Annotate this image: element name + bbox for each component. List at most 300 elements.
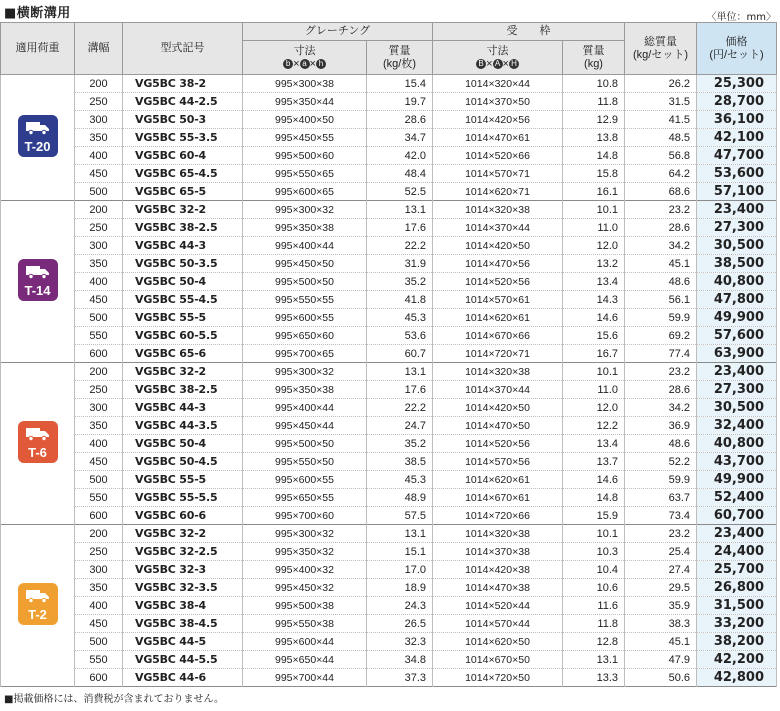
table-row bbox=[1, 435, 777, 453]
frame-dim-cell: 1014×520×44 bbox=[433, 597, 563, 615]
width-cell: 550 bbox=[75, 651, 123, 669]
width-cell: 300 bbox=[75, 111, 123, 129]
grating-dim-cell: 995×700×65 bbox=[243, 345, 367, 363]
dimension-symbol: H bbox=[509, 59, 519, 69]
frame-mass-cell: 14.8 bbox=[563, 147, 625, 165]
load-class-label: T-14 bbox=[24, 283, 51, 298]
load-class-cell bbox=[1, 201, 75, 363]
frame-mass-cell: 13.3 bbox=[563, 669, 625, 687]
grating-dim-cell: 995×600×55 bbox=[243, 309, 367, 327]
grating-mass-cell: 37.3 bbox=[367, 669, 433, 687]
price-cell: 47,700 bbox=[697, 147, 777, 165]
grating-dim-cell: 995×600×55 bbox=[243, 471, 367, 489]
width-cell: 600 bbox=[75, 507, 123, 525]
price-cell: 60,700 bbox=[697, 507, 777, 525]
grating-dim-cell: 995×650×60 bbox=[243, 327, 367, 345]
width-cell: 550 bbox=[75, 489, 123, 507]
frame-dim-cell: 1014×570×61 bbox=[433, 291, 563, 309]
times-sign: × bbox=[309, 57, 316, 70]
frame-dim-cell: 1014×320×38 bbox=[433, 201, 563, 219]
model-cell: VG5BC 65-5 bbox=[123, 183, 243, 201]
price-cell: 42,100 bbox=[697, 129, 777, 147]
price-cell: 40,800 bbox=[697, 273, 777, 291]
load-class-cell bbox=[1, 363, 75, 525]
total-mass-cell: 34.2 bbox=[625, 237, 697, 255]
total-mass-cell: 35.9 bbox=[625, 597, 697, 615]
frame-mass-cell: 11.0 bbox=[563, 219, 625, 237]
width-cell: 500 bbox=[75, 309, 123, 327]
table-row bbox=[1, 489, 777, 507]
frame-dim-cell: 1014×720×66 bbox=[433, 507, 563, 525]
price-cell: 42,800 bbox=[697, 669, 777, 687]
total-mass-cell: 23.2 bbox=[625, 201, 697, 219]
header-load: 適用荷重 bbox=[1, 23, 75, 75]
table-row bbox=[1, 363, 777, 381]
grating-mass-cell: 13.1 bbox=[367, 201, 433, 219]
frame-dim-code bbox=[476, 58, 519, 70]
table-row bbox=[1, 183, 777, 201]
grating-dim-cell: 995×700×44 bbox=[243, 669, 367, 687]
model-cell: VG5BC 55-5 bbox=[123, 309, 243, 327]
frame-dim-cell: 1014×470×61 bbox=[433, 129, 563, 147]
grating-mass-cell: 13.1 bbox=[367, 363, 433, 381]
grating-dim-cell: 995×700×60 bbox=[243, 507, 367, 525]
price-cell: 23,400 bbox=[697, 363, 777, 381]
model-cell: VG5BC 60-4 bbox=[123, 147, 243, 165]
frame-mass-cell: 13.4 bbox=[563, 435, 625, 453]
width-cell: 350 bbox=[75, 417, 123, 435]
frame-dim-cell: 1014×670×66 bbox=[433, 327, 563, 345]
total-mass-cell: 45.1 bbox=[625, 255, 697, 273]
grating-dim-cell: 995×650×44 bbox=[243, 651, 367, 669]
frame-mass-cell: 11.0 bbox=[563, 381, 625, 399]
grating-dim-cell: 995×500×60 bbox=[243, 147, 367, 165]
model-cell: VG5BC 50-3 bbox=[123, 111, 243, 129]
table-row bbox=[1, 417, 777, 435]
frame-mass-cell: 11.8 bbox=[563, 93, 625, 111]
width-cell: 500 bbox=[75, 471, 123, 489]
price-cell: 53,600 bbox=[697, 165, 777, 183]
grating-mass-cell: 34.7 bbox=[367, 129, 433, 147]
frame-mass-cell: 11.8 bbox=[563, 615, 625, 633]
price-cell: 25,700 bbox=[697, 561, 777, 579]
price-cell: 30,500 bbox=[697, 399, 777, 417]
frame-mass-cell: 12.8 bbox=[563, 633, 625, 651]
grating-mass-cell: 34.8 bbox=[367, 651, 433, 669]
table-row bbox=[1, 669, 777, 687]
grating-mass-cell: 24.3 bbox=[367, 597, 433, 615]
grating-mass-cell: 18.9 bbox=[367, 579, 433, 597]
total-mass-cell: 28.6 bbox=[625, 381, 697, 399]
total-mass-cell: 29.5 bbox=[625, 579, 697, 597]
table-row bbox=[1, 75, 777, 93]
total-mass-cell: 77.4 bbox=[625, 345, 697, 363]
table-row bbox=[1, 255, 777, 273]
table-row bbox=[1, 309, 777, 327]
width-cell: 250 bbox=[75, 93, 123, 111]
frame-dim-cell: 1014×370×38 bbox=[433, 543, 563, 561]
price-cell: 31,500 bbox=[697, 597, 777, 615]
total-mass-cell: 27.4 bbox=[625, 561, 697, 579]
grating-dim-cell: 995×550×55 bbox=[243, 291, 367, 309]
grating-dim-cell: 995×500×50 bbox=[243, 273, 367, 291]
model-cell: VG5BC 50-3.5 bbox=[123, 255, 243, 273]
model-cell: VG5BC 50-4 bbox=[123, 435, 243, 453]
table-row bbox=[1, 111, 777, 129]
table-row bbox=[1, 597, 777, 615]
grating-mass-cell: 28.6 bbox=[367, 111, 433, 129]
frame-dim-cell: 1014×720×71 bbox=[433, 345, 563, 363]
header-frame-dim: 寸法 B × A × H bbox=[433, 41, 563, 75]
frame-dim-cell: 1014×670×50 bbox=[433, 651, 563, 669]
frame-mass-cell: 15.6 bbox=[563, 327, 625, 345]
header-model: 型式記号 bbox=[123, 23, 243, 75]
grating-mass-cell: 13.1 bbox=[367, 525, 433, 543]
frame-mass-cell: 13.1 bbox=[563, 651, 625, 669]
grating-mass-cell: 52.5 bbox=[367, 183, 433, 201]
grating-dim-cell: 995×500×38 bbox=[243, 597, 367, 615]
load-class-label: T-2 bbox=[28, 607, 47, 622]
total-mass-cell: 41.5 bbox=[625, 111, 697, 129]
width-cell: 350 bbox=[75, 129, 123, 147]
model-cell: VG5BC 44-2.5 bbox=[123, 93, 243, 111]
price-cell: 24,400 bbox=[697, 543, 777, 561]
model-cell: VG5BC 32-2 bbox=[123, 363, 243, 381]
truck-icon bbox=[26, 589, 50, 603]
load-badge bbox=[18, 583, 58, 625]
model-cell: VG5BC 32-2.5 bbox=[123, 543, 243, 561]
section-title: ■横断溝用 bbox=[4, 6, 71, 21]
total-mass-cell: 52.2 bbox=[625, 453, 697, 471]
frame-mass-cell: 12.0 bbox=[563, 399, 625, 417]
table-row bbox=[1, 633, 777, 651]
dimension-symbol: b bbox=[283, 59, 293, 69]
total-mass-cell: 25.4 bbox=[625, 543, 697, 561]
times-sign: × bbox=[293, 57, 300, 70]
table-row bbox=[1, 615, 777, 633]
header-grating-dim: 寸法 b × a × h bbox=[243, 41, 367, 75]
frame-dim-cell: 1014×320×38 bbox=[433, 363, 563, 381]
grating-mass-cell: 15.1 bbox=[367, 543, 433, 561]
model-cell: VG5BC 44-3.5 bbox=[123, 417, 243, 435]
spec-table bbox=[0, 22, 777, 687]
frame-dim-cell: 1014×520×66 bbox=[433, 147, 563, 165]
frame-dim-cell: 1014×370×44 bbox=[433, 219, 563, 237]
width-cell: 500 bbox=[75, 633, 123, 651]
table-row bbox=[1, 291, 777, 309]
grating-mass-cell: 24.7 bbox=[367, 417, 433, 435]
model-cell: VG5BC 55-5.5 bbox=[123, 489, 243, 507]
width-cell: 450 bbox=[75, 453, 123, 471]
total-mass-cell: 50.6 bbox=[625, 669, 697, 687]
table-row bbox=[1, 399, 777, 417]
grating-dim-cell: 995×300×32 bbox=[243, 525, 367, 543]
truck-icon bbox=[26, 265, 50, 279]
grating-mass-cell: 31.9 bbox=[367, 255, 433, 273]
model-cell: VG5BC 65-6 bbox=[123, 345, 243, 363]
grating-dim-cell: 995×350×32 bbox=[243, 543, 367, 561]
header-frame-mass: 質量 (kg) bbox=[563, 41, 625, 75]
width-cell: 300 bbox=[75, 237, 123, 255]
price-cell: 49,900 bbox=[697, 309, 777, 327]
table-row bbox=[1, 381, 777, 399]
grating-dim-cell: 995×600×44 bbox=[243, 633, 367, 651]
load-badge bbox=[18, 115, 58, 157]
frame-dim-cell: 1014×420×50 bbox=[433, 399, 563, 417]
header-width: 溝幅 bbox=[75, 23, 123, 75]
total-mass-cell: 63.7 bbox=[625, 489, 697, 507]
price-cell: 23,400 bbox=[697, 201, 777, 219]
model-cell: VG5BC 55-5 bbox=[123, 471, 243, 489]
grating-mass-cell: 15.4 bbox=[367, 75, 433, 93]
frame-dim-cell: 1014×370×50 bbox=[433, 93, 563, 111]
width-cell: 350 bbox=[75, 579, 123, 597]
grating-mass-cell: 22.2 bbox=[367, 237, 433, 255]
price-cell: 57,600 bbox=[697, 327, 777, 345]
header-grating: グレーチング bbox=[243, 23, 433, 41]
grating-mass-cell: 53.6 bbox=[367, 327, 433, 345]
load-badge bbox=[18, 259, 58, 301]
frame-mass-cell: 10.3 bbox=[563, 543, 625, 561]
frame-mass-cell: 10.6 bbox=[563, 579, 625, 597]
frame-mass-cell: 14.6 bbox=[563, 471, 625, 489]
frame-dim-cell: 1014×420×38 bbox=[433, 561, 563, 579]
width-cell: 400 bbox=[75, 147, 123, 165]
dimension-symbol: A bbox=[493, 59, 503, 69]
price-cell: 33,200 bbox=[697, 615, 777, 633]
frame-mass-cell: 12.0 bbox=[563, 237, 625, 255]
grating-mass-cell: 60.7 bbox=[367, 345, 433, 363]
table-body bbox=[1, 75, 777, 687]
grating-mass-cell: 22.2 bbox=[367, 399, 433, 417]
model-cell: VG5BC 32-2 bbox=[123, 525, 243, 543]
dimension-symbol: B bbox=[476, 59, 486, 69]
model-cell: VG5BC 38-2 bbox=[123, 75, 243, 93]
width-cell: 500 bbox=[75, 183, 123, 201]
grating-dim-cell: 995×600×65 bbox=[243, 183, 367, 201]
model-cell: VG5BC 38-2.5 bbox=[123, 381, 243, 399]
grating-mass-cell: 35.2 bbox=[367, 435, 433, 453]
price-cell: 38,500 bbox=[697, 255, 777, 273]
grating-dim-cell: 995×400×44 bbox=[243, 237, 367, 255]
total-mass-cell: 38.3 bbox=[625, 615, 697, 633]
table-row bbox=[1, 237, 777, 255]
grating-dim-cell: 995×350×38 bbox=[243, 219, 367, 237]
total-mass-cell: 73.4 bbox=[625, 507, 697, 525]
frame-dim-cell: 1014×570×44 bbox=[433, 615, 563, 633]
table-row bbox=[1, 471, 777, 489]
grating-dim-cell: 995×450×55 bbox=[243, 129, 367, 147]
load-class-label: T-20 bbox=[24, 139, 51, 154]
grating-mass-cell: 17.0 bbox=[367, 561, 433, 579]
total-mass-cell: 31.5 bbox=[625, 93, 697, 111]
grating-mass-cell: 57.5 bbox=[367, 507, 433, 525]
price-cell: 27,300 bbox=[697, 219, 777, 237]
model-cell: VG5BC 32-3.5 bbox=[123, 579, 243, 597]
frame-dim-cell: 1014×470×50 bbox=[433, 417, 563, 435]
width-cell: 450 bbox=[75, 615, 123, 633]
footnote: ■掲載価格には、消費税が含まれておりません。 bbox=[4, 694, 225, 705]
width-cell: 600 bbox=[75, 345, 123, 363]
grating-mass-cell: 19.7 bbox=[367, 93, 433, 111]
model-cell: VG5BC 38-2.5 bbox=[123, 219, 243, 237]
header-total-mass: 総質量 (kg/セット) bbox=[625, 23, 697, 75]
grating-dim-cell: 995×550×65 bbox=[243, 165, 367, 183]
frame-mass-cell: 14.8 bbox=[563, 489, 625, 507]
table-row bbox=[1, 579, 777, 597]
width-cell: 200 bbox=[75, 201, 123, 219]
frame-dim-cell: 1014×570×71 bbox=[433, 165, 563, 183]
grating-dim-cell: 995×450×32 bbox=[243, 579, 367, 597]
grating-dim-cell: 995×400×44 bbox=[243, 399, 367, 417]
total-mass-cell: 45.1 bbox=[625, 633, 697, 651]
frame-dim-cell: 1014×420×56 bbox=[433, 111, 563, 129]
table-row bbox=[1, 129, 777, 147]
model-cell: VG5BC 38-4.5 bbox=[123, 615, 243, 633]
total-mass-cell: 56.1 bbox=[625, 291, 697, 309]
width-cell: 350 bbox=[75, 255, 123, 273]
price-cell: 40,800 bbox=[697, 435, 777, 453]
grating-mass-cell: 41.8 bbox=[367, 291, 433, 309]
header-frame: 受 枠 bbox=[433, 23, 625, 41]
table-row bbox=[1, 327, 777, 345]
grating-mass-cell: 38.5 bbox=[367, 453, 433, 471]
grating-dim-cell: 995×300×32 bbox=[243, 363, 367, 381]
width-cell: 550 bbox=[75, 327, 123, 345]
total-mass-cell: 23.2 bbox=[625, 525, 697, 543]
truck-icon bbox=[26, 121, 50, 135]
width-cell: 400 bbox=[75, 273, 123, 291]
model-cell: VG5BC 55-4.5 bbox=[123, 291, 243, 309]
price-cell: 30,500 bbox=[697, 237, 777, 255]
model-cell: VG5BC 55-3.5 bbox=[123, 129, 243, 147]
table-row bbox=[1, 453, 777, 471]
dimension-symbol: a bbox=[300, 59, 310, 69]
frame-dim-cell: 1014×570×56 bbox=[433, 453, 563, 471]
load-badge bbox=[18, 421, 58, 463]
total-mass-cell: 48.6 bbox=[625, 435, 697, 453]
header-grating-mass: 質量 (kg/枚) bbox=[367, 41, 433, 75]
model-cell: VG5BC 44-3 bbox=[123, 237, 243, 255]
grating-dim-cell: 995×550×50 bbox=[243, 453, 367, 471]
width-cell: 200 bbox=[75, 75, 123, 93]
model-cell: VG5BC 60-6 bbox=[123, 507, 243, 525]
grating-dim-cell: 995×400×50 bbox=[243, 111, 367, 129]
total-mass-cell: 23.2 bbox=[625, 363, 697, 381]
total-mass-cell: 59.9 bbox=[625, 309, 697, 327]
grating-mass-cell: 26.5 bbox=[367, 615, 433, 633]
table-row bbox=[1, 561, 777, 579]
table-row bbox=[1, 525, 777, 543]
grating-mass-cell: 48.4 bbox=[367, 165, 433, 183]
table-row bbox=[1, 507, 777, 525]
frame-dim-cell: 1014×620×71 bbox=[433, 183, 563, 201]
load-class-cell bbox=[1, 525, 75, 687]
price-cell: 42,200 bbox=[697, 651, 777, 669]
frame-mass-cell: 11.6 bbox=[563, 597, 625, 615]
width-cell: 250 bbox=[75, 381, 123, 399]
grating-mass-cell: 17.6 bbox=[367, 219, 433, 237]
table-row bbox=[1, 651, 777, 669]
frame-mass-cell: 16.7 bbox=[563, 345, 625, 363]
model-cell: VG5BC 32-2 bbox=[123, 201, 243, 219]
unit-note: 〈単位：mm〉 bbox=[706, 12, 776, 23]
total-mass-cell: 48.6 bbox=[625, 273, 697, 291]
grating-mass-cell: 32.3 bbox=[367, 633, 433, 651]
grating-dim-cell: 995×300×32 bbox=[243, 201, 367, 219]
price-cell: 36,100 bbox=[697, 111, 777, 129]
table-row bbox=[1, 543, 777, 561]
model-cell: VG5BC 44-6 bbox=[123, 669, 243, 687]
grating-dim-cell: 995×500×50 bbox=[243, 435, 367, 453]
price-cell: 26,800 bbox=[697, 579, 777, 597]
width-cell: 400 bbox=[75, 597, 123, 615]
frame-mass-cell: 14.6 bbox=[563, 309, 625, 327]
price-cell: 25,300 bbox=[697, 75, 777, 93]
frame-mass-cell: 13.2 bbox=[563, 255, 625, 273]
table-row bbox=[1, 93, 777, 111]
total-mass-cell: 64.2 bbox=[625, 165, 697, 183]
grating-dim-code bbox=[283, 58, 326, 70]
total-mass-cell: 59.9 bbox=[625, 471, 697, 489]
price-cell: 38,200 bbox=[697, 633, 777, 651]
times-sign: × bbox=[486, 57, 493, 70]
frame-dim-cell: 1014×720×50 bbox=[433, 669, 563, 687]
grating-mass-cell: 45.3 bbox=[367, 471, 433, 489]
frame-mass-cell: 16.1 bbox=[563, 183, 625, 201]
frame-dim-cell: 1014×320×44 bbox=[433, 75, 563, 93]
frame-mass-cell: 15.9 bbox=[563, 507, 625, 525]
dimension-symbol: h bbox=[316, 59, 326, 69]
width-cell: 400 bbox=[75, 435, 123, 453]
frame-mass-cell: 14.3 bbox=[563, 291, 625, 309]
price-cell: 63,900 bbox=[697, 345, 777, 363]
load-class-cell bbox=[1, 75, 75, 201]
frame-dim-cell: 1014×620×50 bbox=[433, 633, 563, 651]
frame-dim-cell: 1014×620×61 bbox=[433, 471, 563, 489]
frame-mass-cell: 10.1 bbox=[563, 363, 625, 381]
width-cell: 250 bbox=[75, 543, 123, 561]
frame-dim-cell: 1014×520×56 bbox=[433, 435, 563, 453]
price-cell: 23,400 bbox=[697, 525, 777, 543]
width-cell: 200 bbox=[75, 525, 123, 543]
total-mass-cell: 28.6 bbox=[625, 219, 697, 237]
width-cell: 250 bbox=[75, 219, 123, 237]
model-cell: VG5BC 60-5.5 bbox=[123, 327, 243, 345]
model-cell: VG5BC 32-3 bbox=[123, 561, 243, 579]
total-mass-cell: 56.8 bbox=[625, 147, 697, 165]
width-cell: 600 bbox=[75, 669, 123, 687]
table-row bbox=[1, 345, 777, 363]
table-row bbox=[1, 219, 777, 237]
frame-mass-cell: 15.8 bbox=[563, 165, 625, 183]
table-row bbox=[1, 165, 777, 183]
grating-dim-cell: 995×350×38 bbox=[243, 381, 367, 399]
width-cell: 300 bbox=[75, 561, 123, 579]
frame-mass-cell: 10.4 bbox=[563, 561, 625, 579]
frame-dim-cell: 1014×470×56 bbox=[433, 255, 563, 273]
header-price: 価格 (円/セット) bbox=[697, 23, 777, 75]
frame-mass-cell: 13.7 bbox=[563, 453, 625, 471]
width-cell: 450 bbox=[75, 291, 123, 309]
grating-dim-cell: 995×550×38 bbox=[243, 615, 367, 633]
price-cell: 32,400 bbox=[697, 417, 777, 435]
price-cell: 47,800 bbox=[697, 291, 777, 309]
frame-dim-cell: 1014×620×61 bbox=[433, 309, 563, 327]
frame-dim-cell: 1014×370×44 bbox=[433, 381, 563, 399]
price-cell: 57,100 bbox=[697, 183, 777, 201]
model-cell: VG5BC 38-4 bbox=[123, 597, 243, 615]
